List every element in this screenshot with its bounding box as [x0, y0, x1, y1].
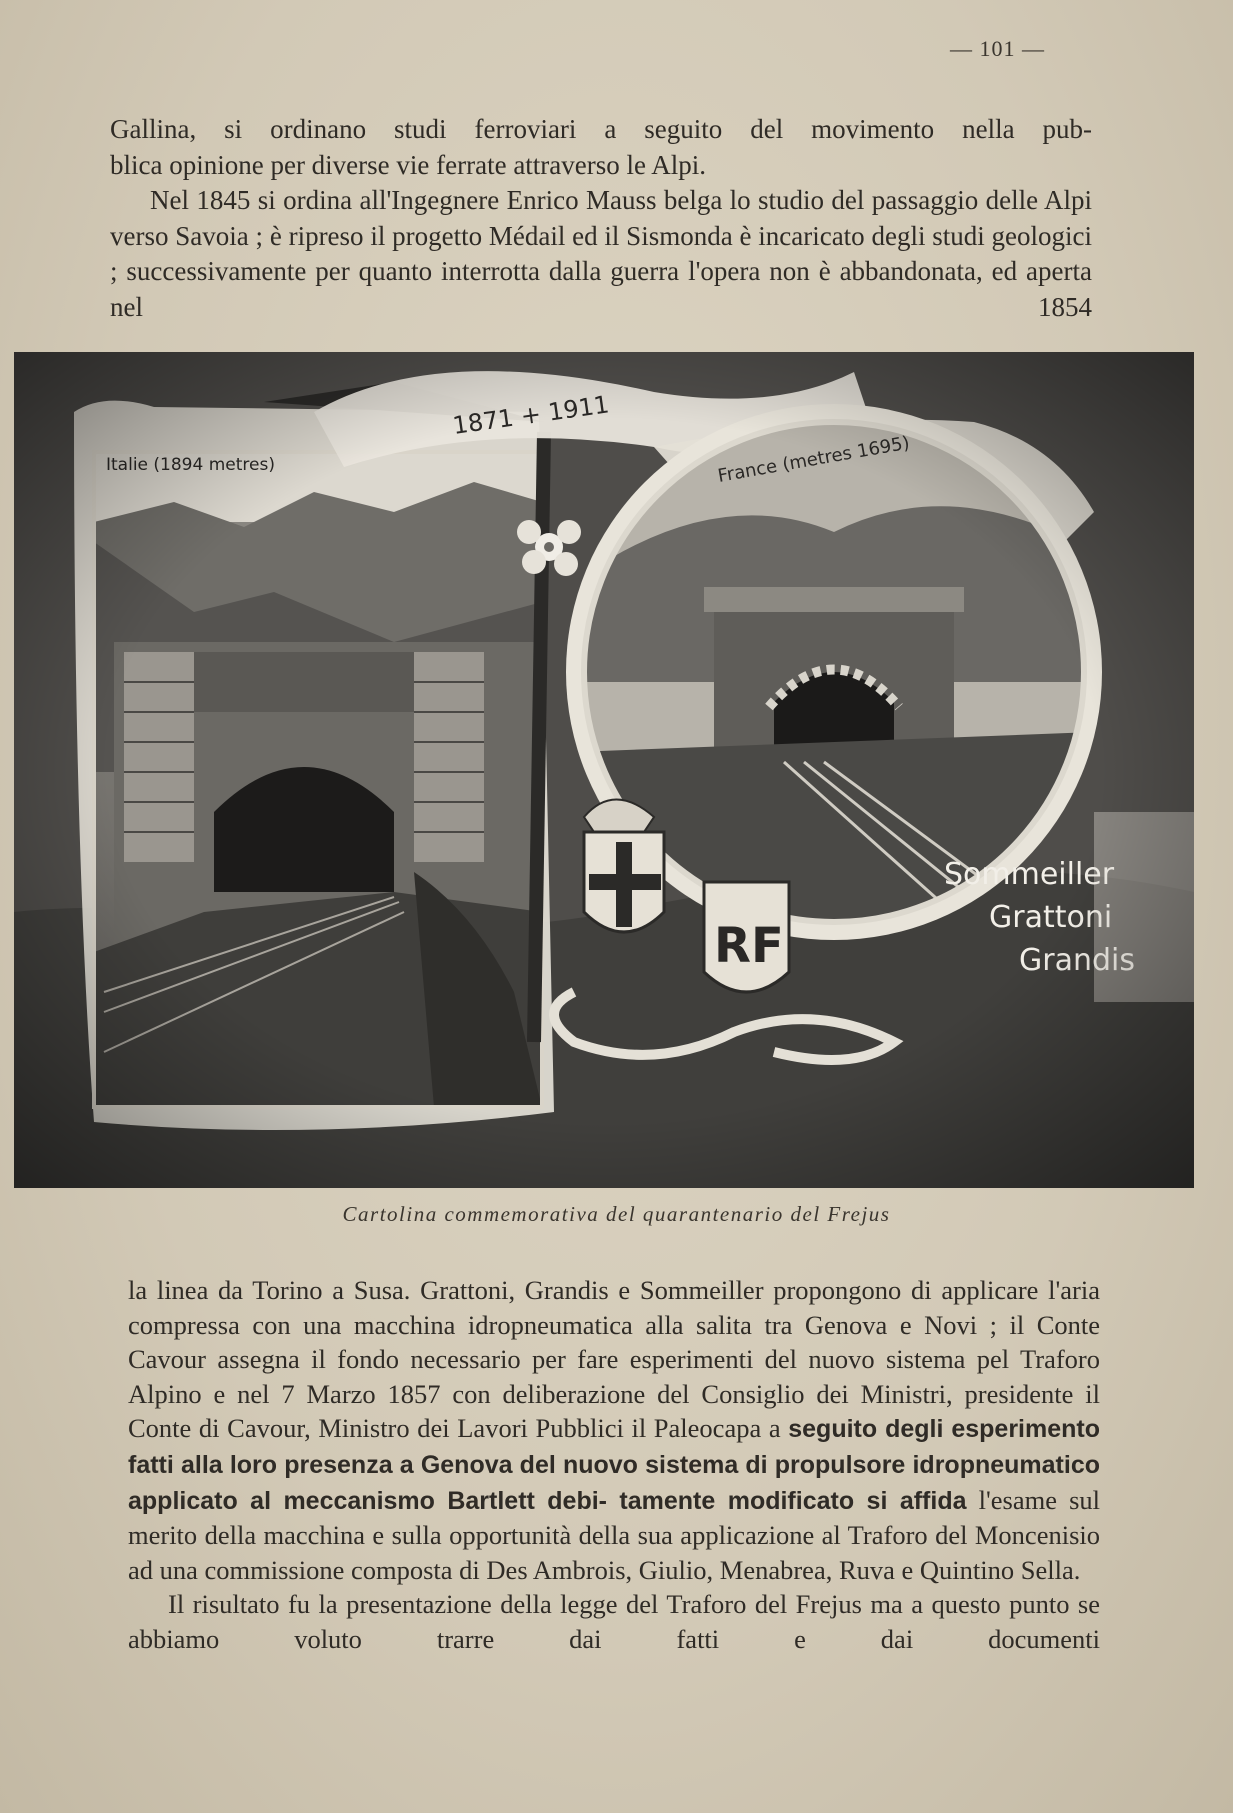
- paragraph: Nel 1845 si ordina all'Ingegnere Enrico Mauss belga lo studio del passaggio delle Alpi verso Savoia ; è ripreso il progetto Médail ed il Sismonda è incaricato degli studi geologici ; successivamente per quanto interrotta dalla guerra l'opera non è abbandonata, ed aperta nel 1854: [110, 185, 1092, 322]
- postcard-illustration: [14, 352, 1194, 1188]
- page-number: — 101 —: [950, 36, 1045, 61]
- bottom-text-block: [128, 1273, 1100, 1657]
- paragraph-text: la linea da Torino a Susa. Grattoni, Grandis e Sommeiller propongono di applicare l'aria compressa con una macchina idropneumatica alla salita tra Genova e Novi ; il Conte Cavour assegna il fondo necessario per fare esperimenti del nuovo sistema pel Traforo Alpino e nel 7 Marzo 1857 con deliberazione del Consiglio dei Ministri, presidente il Conte di Cavour, Ministro dei Lavori Pubblici il Paleocapa a: [128, 1275, 1100, 1444]
- top-text-block: [110, 112, 1092, 325]
- bold-text: seguito degli esperimento fatti alla loro presenza a Genova del nuovo sistema di propulsore idropneumatico applicato al meccanismo Bartlett debi- tamente modificato si affida: [128, 1415, 1101, 1515]
- paragraph-line: Gallina, si ordinano studi ferroviari a seguito del movimento nella pub-: [110, 114, 1092, 144]
- paragraph-line: blica opinione per diverse vie ferrate attraverso le Alpi.: [110, 149, 707, 180]
- paragraph: [128, 1273, 1100, 1587]
- figure-caption: Cartolina commemorativa del quarantenario del Frejus: [342, 1202, 891, 1226]
- paragraph: Il risultato fu la presentazione della legge del Traforo del Frejus ma a questo punto se abbiamo voluto trarre dai fatti e dai documenti: [128, 1589, 1100, 1654]
- commemorative-postcard-image: [14, 352, 1194, 1188]
- paragraph-text: l'esame sul merito della macchina e sulla opportunità della sua applicazione al Traforo del Moncenisio ad una commissione composta di Des Ambrois, Giulio, Menabrea, Ruva e Quintino Sella.: [128, 1484, 1100, 1585]
